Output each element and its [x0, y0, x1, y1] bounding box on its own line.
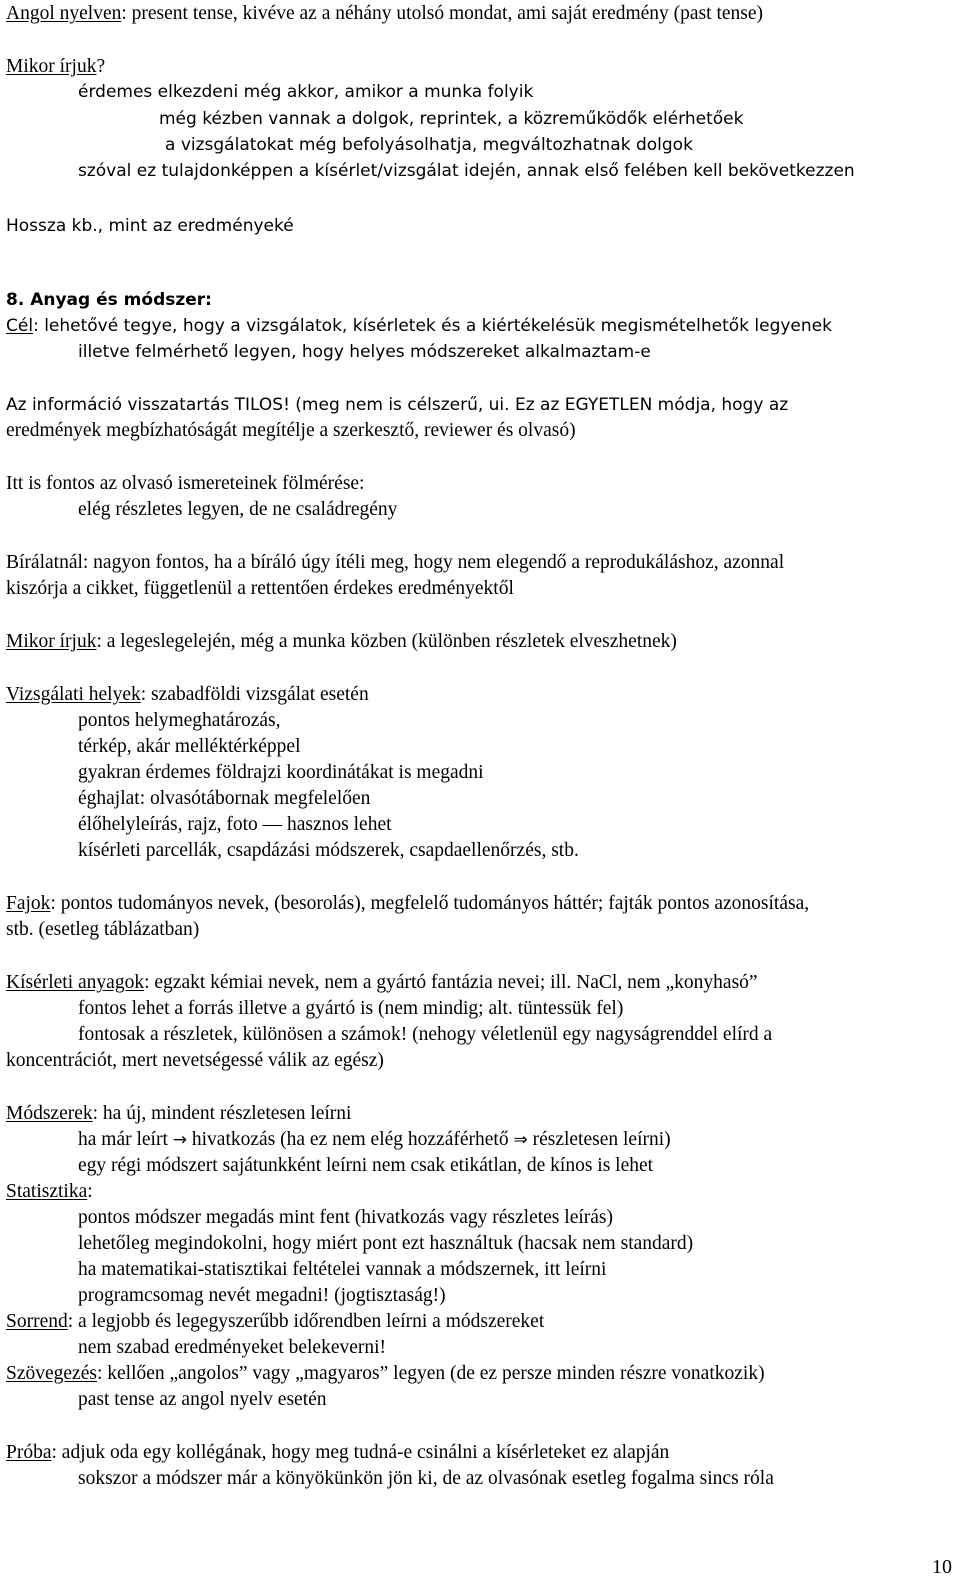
text-line: Statisztika: [6, 1181, 93, 1202]
text-line: gyakran érdemes földrajzi koordinátákat is megadni [78, 762, 484, 783]
text-line: koncentrációt, mert nevetségessé válik az egész) [6, 1050, 384, 1071]
implies-arrow-icon: ⇒ [513, 1130, 528, 1150]
text-line: Angol nyelven: present tense, kivéve az a néhány utolsó mondat, ami saját eredmény (past tense) [6, 3, 764, 24]
text-line: ha matematikai-statisztikai feltételei vannak a módszernek, itt leírni [78, 1259, 607, 1280]
text-line: Fajok: pontos tudományos nevek, (besorolás), megfelelő tudományos háttér; fajták pontos azonosítása, [6, 893, 810, 914]
text-line: Mikor írjuk? [6, 56, 106, 77]
text-line: Bírálatnál: nagyon fontos, ha a bíráló úgy ítéli meg, hogy nem elegendő a reprodukáláshoz, azonnal [6, 552, 785, 573]
text-line: pontos helymeghatározás, [78, 710, 281, 731]
section-label: Vizsgálati helyek [6, 684, 141, 705]
section-heading: 8. Anyag és módszer: [6, 290, 212, 310]
page-number: 10 [932, 1556, 952, 1578]
text-line: éghajlat: olvasótábornak megfelelően [78, 788, 371, 809]
text-line: ha már leírt → hivatkozás (ha ez nem elég hozzáférhető ⇒ részletesen leírni) [78, 1129, 671, 1150]
section-label: Módszerek [6, 1103, 93, 1124]
section-label: Próba [6, 1442, 52, 1463]
text-line: Cél: lehetővé tegye, hogy a vizsgálatok, kísérletek és a kiértékelésük megismételhetők legyenek [6, 316, 832, 336]
text-line: szóval ez tulajdonképpen a kísérlet/vizsgálat idején, annak első felében kell bekövetkezzen [78, 161, 855, 181]
text-line: past tense az angol nyelv esetén [78, 1389, 327, 1410]
text-line: érdemes elkezdeni még akkor, amikor a munka folyik [78, 82, 534, 102]
text-line: Az információ visszatartás TILOS! (meg nem is célszerű, ui. Ez az EGYETLEN módja, hogy az [6, 395, 789, 415]
section-label: Statisztika [6, 1181, 88, 1202]
section-label: Cél [6, 316, 34, 336]
text-line: Módszerek: ha új, mindent részletesen leírni [6, 1103, 352, 1124]
text-line: Mikor írjuk: a legeslegelején, még a munka közben (különben részletek elveszhetnek) [6, 631, 677, 652]
text-line: Próba: adjuk oda egy kollégának, hogy meg tudná-e csinálni a kísérleteket ez alapján [6, 1442, 670, 1463]
text-line: lehetőleg megindokolni, hogy miért pont ezt használtuk (hacsak nem standard) [78, 1233, 694, 1254]
text-line: térkép, akár melléktérképpel [78, 736, 301, 757]
section-label: Kísérleti anyagok [6, 972, 145, 993]
text-line: Kísérleti anyagok: egzakt kémiai nevek, nem a gyártó fantázia nevei; ill. NaCl, nem „konyhasó” [6, 972, 758, 993]
text-line: nem szabad eredményeket belekeverni! [78, 1337, 387, 1358]
text-line: Itt is fontos az olvasó ismereteinek fölmérése: [6, 473, 365, 494]
text-line: kiszórja a cikket, függetlenül a rettentően érdekes eredményektől [6, 578, 514, 599]
text-line: élőhelyleírás, rajz, foto — hasznos lehet [78, 814, 392, 835]
text-line: pontos módszer megadás mint fent (hivatkozás vagy részletes leírás) [78, 1207, 613, 1228]
text-line: még kézben vannak a dolgok, reprintek, a közreműködők elérhetőek [159, 109, 744, 129]
text-line: eredmények megbízhatóságát megítélje a szerkesztő, reviewer és olvasó) [6, 420, 576, 441]
text-line: a vizsgálatokat még befolyásolhatja, megváltozhatnak dolgok [165, 135, 693, 155]
text-line: programcsomag nevét megadni! (jogtisztaság!) [78, 1285, 446, 1306]
text-line: elég részletes legyen, de ne családregény [78, 499, 398, 520]
text-line: stb. (esetleg táblázatban) [6, 919, 200, 940]
section-label: Fajok [6, 893, 51, 914]
section-label: Mikor írjuk [6, 56, 97, 77]
section-label: Angol nyelven [6, 3, 122, 24]
text-line: sokszor a módszer már a könyökünkön jön ki, de az olvasónak esetleg fogalma sincs róla [78, 1468, 774, 1489]
text-line: fontos lehet a forrás illetve a gyártó is (nem mindig; alt. tüntessük fel) [78, 998, 624, 1019]
section-label: Sorrend [6, 1311, 68, 1332]
text-line: fontosak a részletek, különösen a számok! (nehogy véletlenül egy nagyságrenddel elírd a [78, 1024, 773, 1045]
text-line: Sorrend: a legjobb és legegyszerűbb időrendben leírni a módszereket [6, 1311, 545, 1332]
arrow-right-icon: → [172, 1130, 187, 1150]
text-line: Hossza kb., mint az eredményeké [6, 216, 294, 236]
text-line: egy régi módszert sajátunkként leírni nem csak etikátlan, de kínos is lehet [78, 1155, 654, 1176]
text-line: kísérleti parcellák, csapdázási módszerek, csapdaellenőrzés, stb. [78, 840, 579, 861]
section-label: Szövegezés [6, 1363, 97, 1384]
text-line: Szövegezés: kellően „angolos” vagy „magyaros” legyen (de ez persze minden részre vonatkozik) [6, 1363, 765, 1384]
text-line: illetve felmérhető legyen, hogy helyes módszereket alkalmaztam-e [78, 342, 651, 362]
text-line: Vizsgálati helyek: szabadföldi vizsgálat esetén [6, 684, 369, 705]
section-label: Mikor írjuk [6, 631, 97, 652]
